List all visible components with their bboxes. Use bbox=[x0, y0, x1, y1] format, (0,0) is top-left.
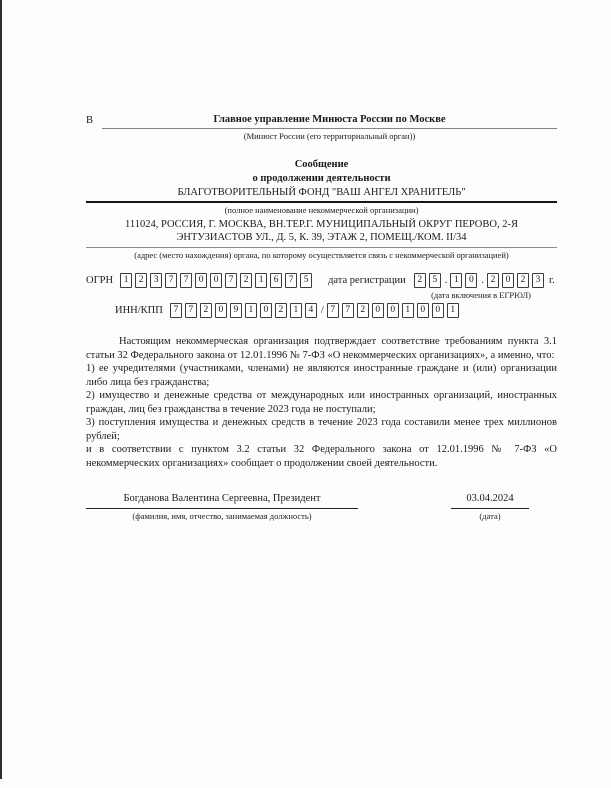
organization-name-caption: (полное наименование некоммерческой организации) bbox=[224, 205, 419, 215]
document-title-line2: о продолжении деятельности bbox=[252, 172, 391, 184]
ogrn-digit-boxes bbox=[120, 273, 315, 288]
signature-name-caption: (фамилия, имя, отчество, занимаемая должность) bbox=[132, 510, 312, 521]
document-title-line1: Сообщение bbox=[294, 158, 349, 170]
registration-block bbox=[86, 273, 557, 318]
signature-name-field: Богданова Валентина Сергеевна, Президент bbox=[86, 492, 358, 509]
organization-address-caption: (адрес (место нахождения) органа, по которому осуществляется связь с некоммерческой организацией) bbox=[134, 250, 509, 260]
digit-box: 2 bbox=[487, 273, 499, 288]
signature-date-block bbox=[451, 492, 529, 521]
digit-box: 0 bbox=[195, 273, 207, 288]
organization-name-field: БЛАГОТВОРИТЕЛЬНЫЙ ФОНД "ВАШ АНГЕЛ ХРАНИТЕЛЬ" bbox=[86, 186, 557, 204]
digit-box: 7 bbox=[185, 303, 197, 318]
inn-digit-boxes bbox=[170, 303, 320, 318]
document-title bbox=[86, 158, 557, 186]
ogrn-label: ОГРН bbox=[86, 274, 114, 286]
digit-box: 1 bbox=[450, 273, 462, 288]
digit-box: 0 bbox=[417, 303, 429, 318]
digit-box: 2 bbox=[414, 273, 426, 288]
digit-box: 0 bbox=[432, 303, 444, 318]
digit-box: 3 bbox=[150, 273, 162, 288]
inn-kpp-separator: / bbox=[320, 304, 324, 316]
digit-box: 2 bbox=[275, 303, 287, 318]
reg-date-suffix: г. bbox=[549, 274, 555, 286]
digit-box: 2 bbox=[357, 303, 369, 318]
ogrn-row bbox=[86, 273, 557, 288]
digit-box: 1 bbox=[255, 273, 267, 288]
reg-date-year-boxes bbox=[487, 273, 547, 288]
digit-box: 2 bbox=[240, 273, 252, 288]
statement-closing: и в соответствии с пунктом 3.2 статьи 32 Федерального закона от 12.01.1996 № 7-ФЗ «О некоммерческих организациях» сообщает о продолжении своей деятельности. bbox=[86, 444, 557, 469]
digit-box: 7 bbox=[327, 303, 339, 318]
recipient-authority-caption: (Минюст России (его территориальный орган)) bbox=[243, 130, 416, 141]
date-separator: . bbox=[481, 274, 485, 286]
digit-box: 7 bbox=[285, 273, 297, 288]
digit-box: 1 bbox=[120, 273, 132, 288]
statement-body bbox=[86, 335, 557, 470]
digit-box: 7 bbox=[342, 303, 354, 318]
digit-box: 7 bbox=[165, 273, 177, 288]
digit-box: 2 bbox=[200, 303, 212, 318]
reg-date-month-boxes bbox=[450, 273, 480, 288]
digit-box: 0 bbox=[210, 273, 222, 288]
digit-box: 1 bbox=[290, 303, 302, 318]
organization-address-field: 111024, РОССИЯ, Г. МОСКВА, ВН.ТЕР.Г. МУНИЦИПАЛЬНЫЙ ОКРУГ ПЕРОВО, 2-Я ЭНТУЗИАСТОВ УЛ., Д. 5, К. 39, ЭТАЖ 2, ПОМЕЩ./КОМ. II/34 bbox=[86, 218, 557, 248]
recipient-prefix: В bbox=[86, 115, 94, 126]
signature-date-field: 03.04.2024 bbox=[451, 492, 529, 509]
statement-intro: Настоящим некоммерческая организация подтверждает соответствие требованиям пункта 3.1 статьи 32 Федерального закона от 12.01.1996 № 7-ФЗ «О некоммерческих организациях», а именно, что: bbox=[86, 336, 557, 361]
inn-kpp-row bbox=[115, 303, 557, 318]
statement-item-3: 3) поступления имущества и денежных средств в течение 2023 года составили менее трех миллионов рублей; bbox=[86, 417, 557, 442]
statement-item-1: 1) ее учредителями (участниками, членами) не являются иностранные граждане и (или) организации либо лица без гражданства; bbox=[86, 363, 557, 388]
digit-box: 0 bbox=[387, 303, 399, 318]
digit-box: 5 bbox=[300, 273, 312, 288]
kpp-digit-boxes bbox=[327, 303, 462, 318]
digit-box: 9 bbox=[230, 303, 242, 318]
signature-row bbox=[86, 492, 557, 521]
recipient-authority-field: Главное управление Минюста России по Москве bbox=[102, 113, 557, 129]
digit-box: 6 bbox=[270, 273, 282, 288]
reg-date-day-boxes bbox=[414, 273, 444, 288]
digit-box: 0 bbox=[215, 303, 227, 318]
scan-edge-artifact bbox=[0, 0, 2, 779]
digit-box: 2 bbox=[135, 273, 147, 288]
digit-box: 2 bbox=[517, 273, 529, 288]
recipient-row bbox=[86, 113, 557, 129]
date-separator: . bbox=[444, 274, 448, 286]
digit-box: 7 bbox=[180, 273, 192, 288]
digit-box: 0 bbox=[502, 273, 514, 288]
reg-date-label: дата регистрации bbox=[328, 274, 406, 286]
digit-box: 7 bbox=[225, 273, 237, 288]
digit-box: 1 bbox=[447, 303, 459, 318]
document-page bbox=[86, 113, 557, 521]
digit-box: 3 bbox=[532, 273, 544, 288]
inn-kpp-label: ИНН/КПП bbox=[115, 304, 163, 316]
signature-name-block bbox=[86, 492, 358, 521]
digit-box: 7 bbox=[170, 303, 182, 318]
digit-box: 1 bbox=[402, 303, 414, 318]
reg-date-caption: (дата включения в ЕГРЮЛ) bbox=[431, 290, 531, 300]
digit-box: 5 bbox=[429, 273, 441, 288]
statement-item-2: 2) имущество и денежные средства от международных или иностранных организаций, иностранных граждан, лиц без гражданства в течение 2023 года не поступали; bbox=[86, 390, 557, 415]
digit-box: 0 bbox=[465, 273, 477, 288]
digit-box: 1 bbox=[245, 303, 257, 318]
digit-box: 0 bbox=[260, 303, 272, 318]
digit-box: 0 bbox=[372, 303, 384, 318]
digit-box: 4 bbox=[305, 303, 317, 318]
signature-date-caption: (дата) bbox=[479, 510, 501, 521]
